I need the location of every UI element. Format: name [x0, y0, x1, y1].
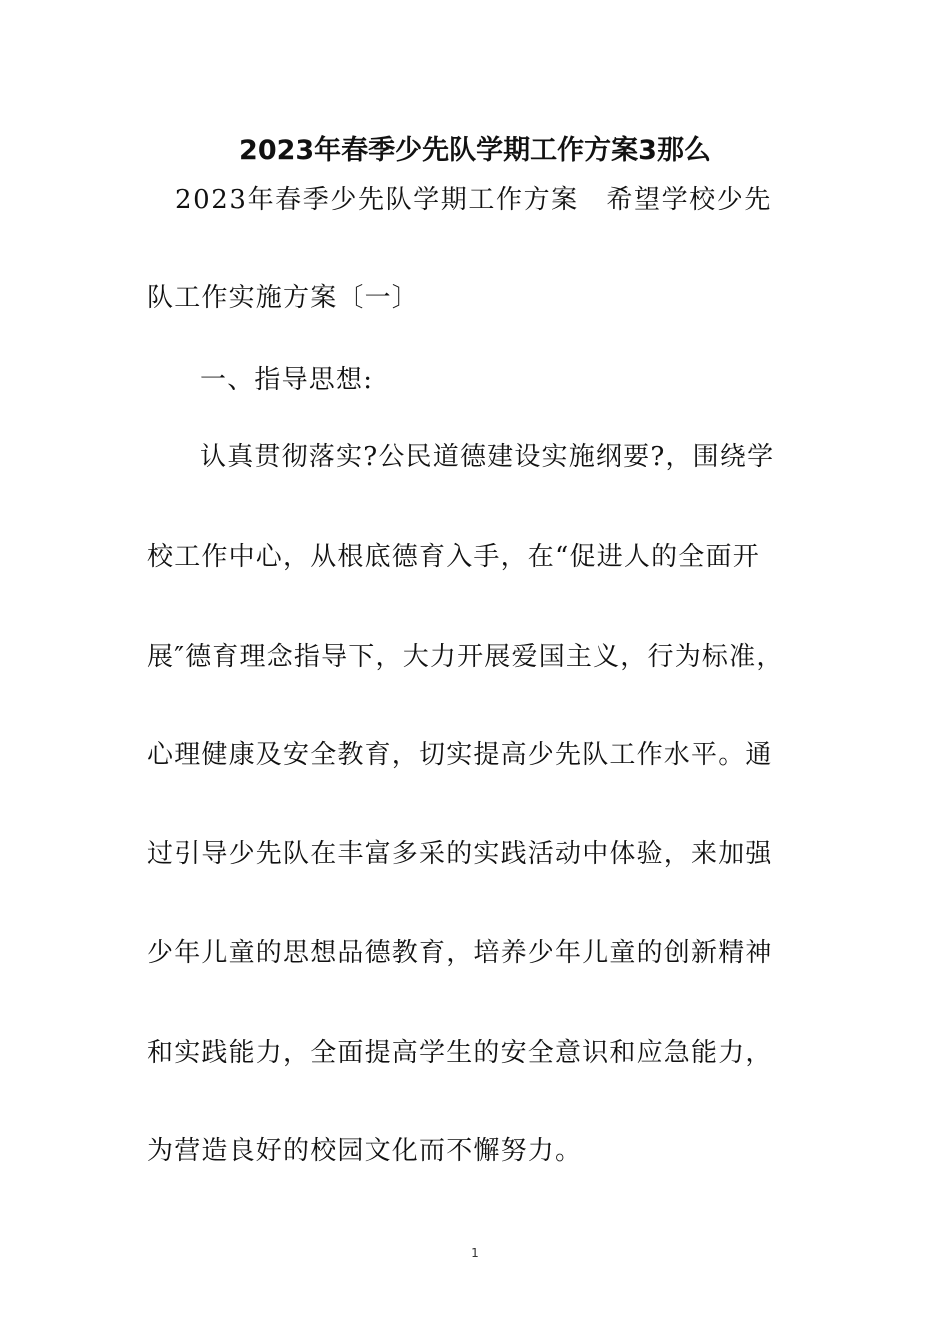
section-heading: 一、指导思想:	[200, 365, 374, 395]
subtitle-line-2: 队工作实施方案〔一〕	[147, 283, 420, 313]
paragraph-line: 少年儿童的思想品德教育，培养少年儿童的创新精神	[147, 938, 773, 968]
paragraph-line: 和实践能力，全面提高学生的安全意识和应急能力，	[147, 1038, 773, 1068]
paragraph-line: 为营造良好的校园文化而不懈努力。	[147, 1136, 583, 1166]
paragraph-line: 心理健康及安全教育，切实提高少先队工作水平。通	[147, 740, 773, 770]
subtitle-line-1: 2023年春季少先队学期工作方案 希望学校少先	[175, 185, 772, 215]
page-number: 1	[471, 1246, 479, 1260]
paragraph-line: 认真贯彻落实?公民道德建设实施纲要?，围绕学	[200, 442, 775, 472]
paragraph-line: 展″德育理念指导下，大力开展爱国主义，行为标准，	[147, 642, 784, 672]
paragraph-line: 校工作中心，从根底德育入手，在“促进人的全面开	[147, 542, 760, 572]
document-title: 2023年春季少先队学期工作方案3那么	[239, 135, 711, 166]
paragraph-line: 过引导少先队在丰富多采的实践活动中体验，来加强	[147, 839, 773, 869]
